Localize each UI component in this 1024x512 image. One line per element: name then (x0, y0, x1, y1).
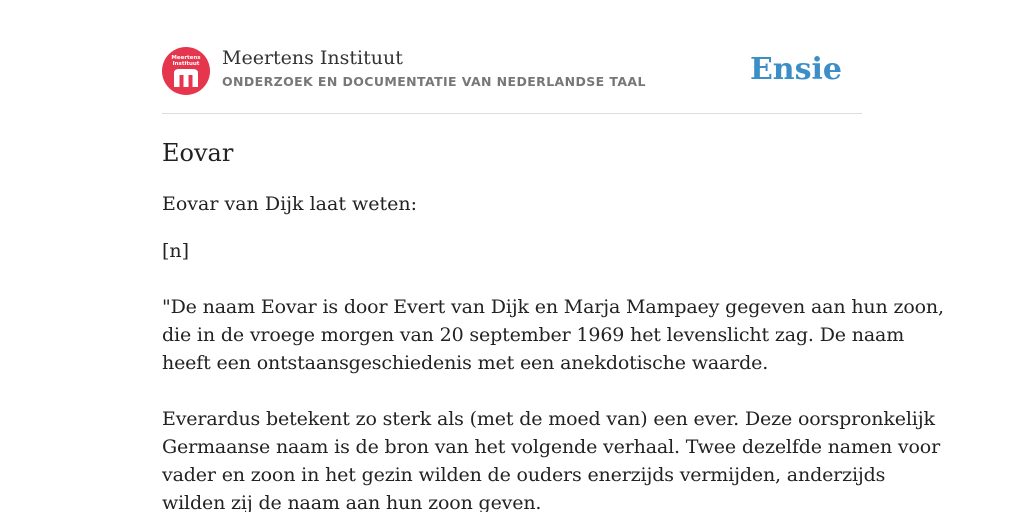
article-marker: [n] (162, 240, 190, 262)
institute-name: Meertens Instituut (222, 47, 403, 69)
logo-text-line-2: Instituut (172, 61, 200, 67)
paragraph-1-line-1: "De naam Eovar is door Evert van Dijk en Marja Mampaey gegeven aan hun zoon, (162, 296, 944, 318)
page-container (162, 0, 944, 512)
site-header (162, 0, 862, 114)
paragraph-2-line-1: Everardus betekent zo sterk als (met de moed van) een ever. Deze oorspronkelijk (162, 408, 935, 430)
logo-m-icon (173, 68, 199, 87)
article-intro: Eovar van Dijk laat weten: (162, 193, 418, 215)
logo-text-line-1: Meertens (171, 55, 201, 61)
institute-subtitle: ONDERZOEK EN DOCUMENTATIE VAN NEDERLANDSE TAAL (222, 74, 646, 89)
paragraph-2-line-4: wilden zij de naam aan hun zoon geven. (162, 492, 542, 512)
ensie-brand-link[interactable]: Ensie (749, 52, 842, 87)
paragraph-1-line-2: die in de vroege morgen van 20 september 1969 het levenslicht zag. De naam (162, 324, 905, 346)
paragraph-2-line-3: vader en zoon in het gezin wilden de ouders enerzijds vermijden, anderzijds (162, 464, 886, 486)
paragraph-1-line-3: heeft een ontstaansgeschiedenis met een anekdotische waarde. (162, 352, 769, 374)
page-title: Eovar (162, 139, 234, 167)
article-paragraph-1 (162, 293, 944, 377)
paragraph-2-line-2: Germaanse naam is de bron van het volgende verhaal. Twee dezelfde namen voor (162, 436, 941, 458)
article-paragraph-2 (162, 405, 941, 512)
meertens-logo[interactable] (162, 47, 210, 95)
